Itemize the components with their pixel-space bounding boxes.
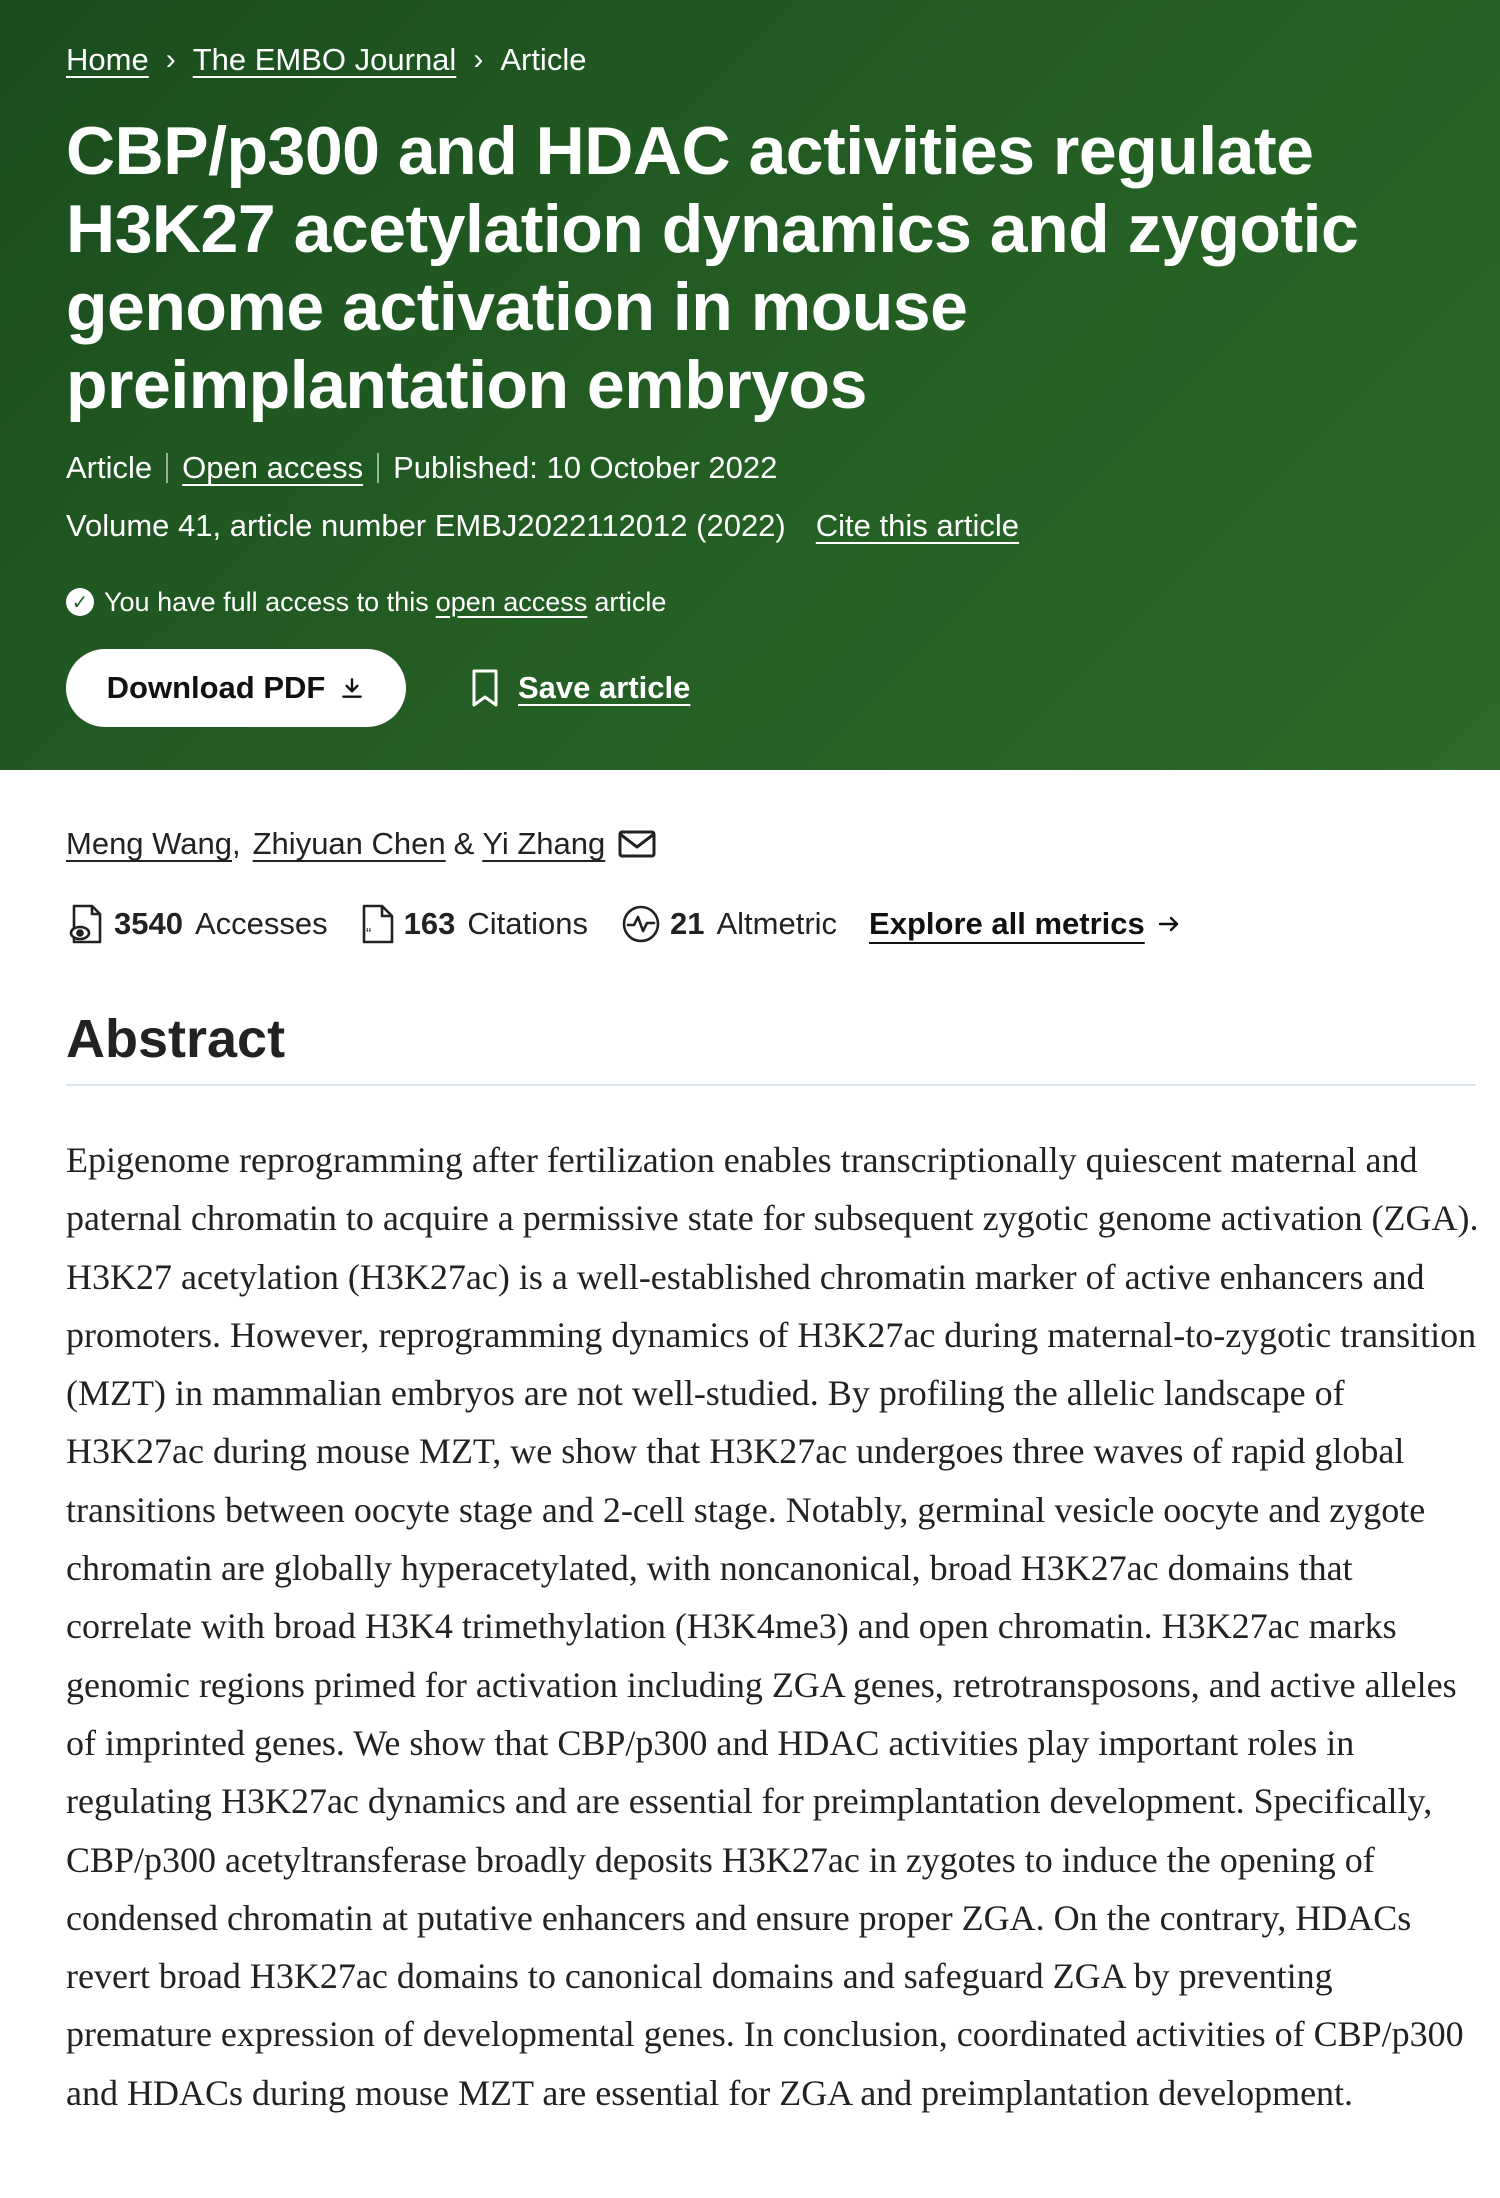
download-pdf-label: Download PDF: [106, 670, 326, 705]
citations-count: 163: [403, 906, 456, 941]
author-link[interactable]: Zhiyuan Chen: [252, 826, 446, 861]
divider: [66, 1084, 1476, 1086]
download-pdf-button[interactable]: [66, 649, 406, 727]
access-note-link[interactable]: open access: [435, 586, 588, 617]
published-date: Published: 10 October 2022: [393, 450, 778, 485]
download-icon: [339, 675, 365, 701]
access-note-suffix: article: [594, 586, 667, 617]
article-meta: [66, 447, 777, 489]
article-metrics: [66, 900, 1181, 948]
explore-metrics-label: Explore all metrics: [869, 906, 1145, 941]
article-type: Article: [66, 450, 153, 485]
accesses-icon: [66, 903, 106, 945]
chevron-right-icon: ›: [473, 43, 484, 76]
volume-info: Volume 41, article number EMBJ2022112012 (2022): [66, 508, 786, 543]
breadcrumb-current: Article: [500, 42, 587, 77]
email-icon[interactable]: [617, 829, 657, 859]
check-circle-icon: ✓: [66, 588, 94, 616]
article-title: CBP/p300 and HDAC activities regulate H3K27 acetylation dynamics and zygotic genome activation in mouse preimplantation embryos: [66, 113, 1359, 423]
abstract-text: Epigenome reprogramming after fertilization enables transcriptionally quiescent maternal and paternal chromatin to acquire a permissive state for subsequent zygotic genome activation (ZGA). H3K27 acetylation (H3K27ac) is a well-established chromatin marker of active enhancers and promoters. However, reprogramming dynamics of H3K27ac during maternal-to-zygotic transition (MZT) in mammalian embryos are not well-studied. By profiling the allelic landscape of H3K27ac during mouse MZT, we show that H3K27ac undergoes three waves of rapid global transitions between oocyte stage and 2-cell stage. Notably, germinal vesicle oocyte and zygote chromatin are globally hyperacetylated, with noncanonical, broad H3K27ac domains that correlate with broad H3K4 trimethylation (H3K4me3) and open chromatin. H3K27ac marks genomic regions primed for activation including ZGA genes, retrotransposons, and active alleles of imprinted genes. We show that CBP/p300 and HDAC activities play important roles in regulating H3K27ac dynamics and are essential for preimplantation development. Specifically, CBP/p300 acetyltransferase broadly deposits H3K27ac in zygotes to induce the opening of condensed chromatin at putative enhancers and ensure proper ZGA. On the contrary, HDACs revert broad H3K27ac domains to canonical domains and safeguard ZGA by preventing premature expression of developmental genes. In conclusion, coordinated activities of CBP/p300 and HDACs during mouse MZT are essential for ZGA and preimplantation development.: [66, 1140, 1479, 2113]
save-article-label: Save article: [518, 670, 691, 705]
save-article-button[interactable]: [470, 660, 690, 716]
author-link[interactable]: Yi Zhang: [482, 826, 606, 861]
altmetric-icon: [620, 903, 662, 945]
divider: [377, 453, 379, 483]
accesses-metric: [66, 903, 328, 945]
chevron-right-icon: ›: [165, 43, 176, 76]
author-separator: &: [453, 826, 475, 861]
divider: [166, 453, 168, 483]
citations-metric: [360, 903, 588, 945]
cite-article-link[interactable]: Cite this article: [815, 508, 1020, 543]
accesses-count: 3540: [114, 906, 183, 941]
abstract-heading: Abstract: [66, 1009, 286, 1069]
author-separator: ,: [232, 826, 241, 861]
article-header: [0, 0, 1500, 770]
access-note: [66, 584, 666, 620]
author-link[interactable]: Meng Wang: [66, 826, 232, 861]
open-access-link[interactable]: Open access: [182, 450, 364, 485]
bookmark-icon: [470, 668, 500, 708]
altmetric-count: 21: [669, 906, 705, 941]
arrow-right-icon: [1157, 912, 1181, 936]
breadcrumb-home-link[interactable]: Home: [66, 42, 149, 77]
citations-icon: [360, 903, 396, 945]
altmetric-metric: [620, 903, 837, 945]
accesses-label: Accesses: [194, 906, 328, 941]
author-list: [66, 822, 657, 866]
breadcrumb: [66, 40, 586, 80]
article-citation-meta: [66, 505, 1019, 547]
svg-text:“: “: [365, 926, 371, 943]
access-note-prefix: You have full access to this: [104, 586, 429, 617]
altmetric-label: Altmetric: [716, 906, 838, 941]
explore-metrics-link[interactable]: [869, 906, 1181, 942]
citations-label: Citations: [467, 906, 588, 941]
breadcrumb-journal-link[interactable]: The EMBO Journal: [192, 42, 457, 77]
